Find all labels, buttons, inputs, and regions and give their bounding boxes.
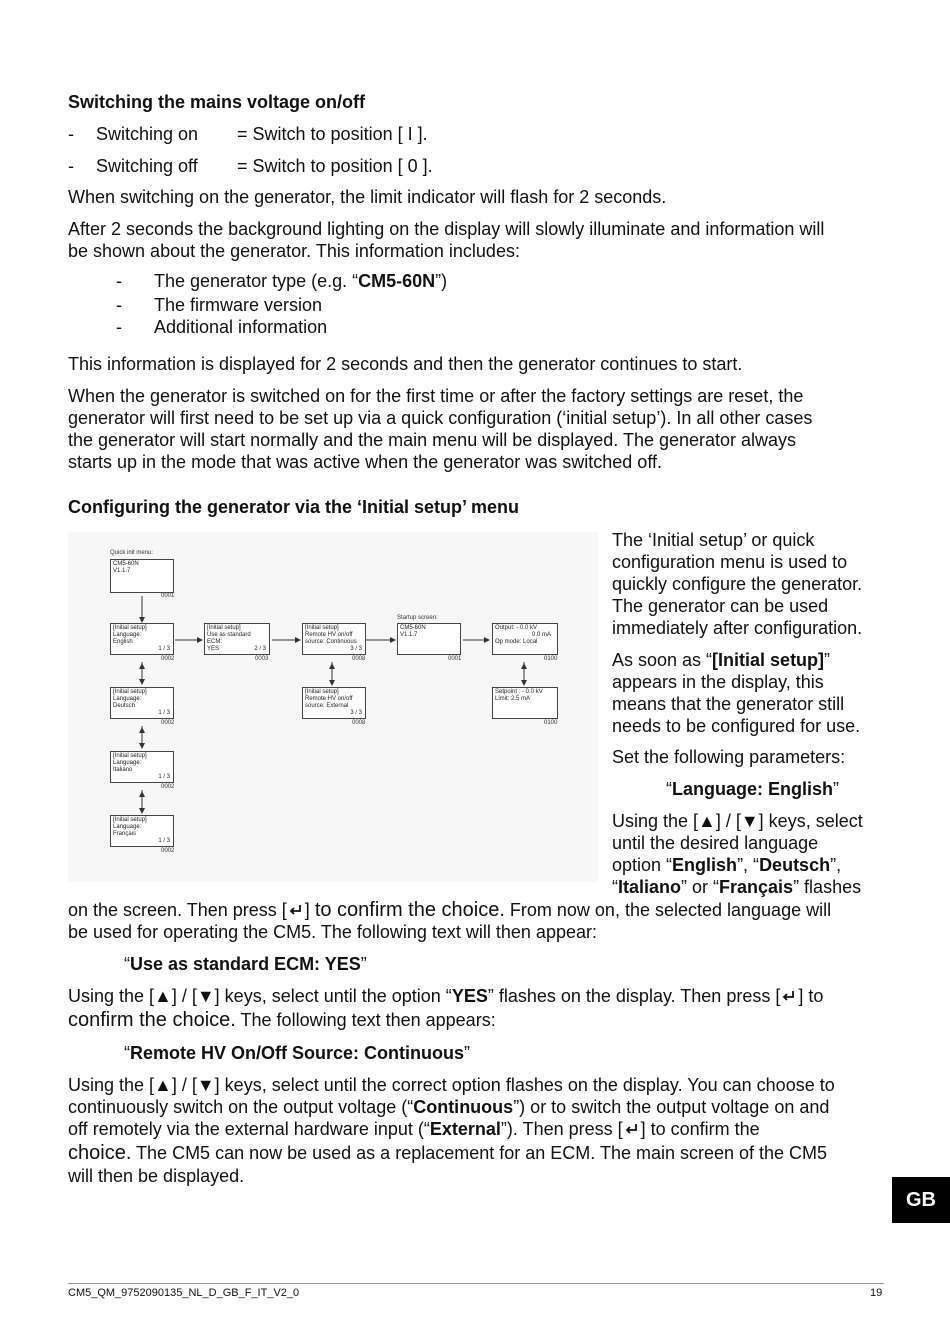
language-tab: GB — [892, 1177, 950, 1223]
paragraph-line: needs to be configured for use. — [612, 716, 861, 736]
paragraph-line: “Italiano” or “Français” flashes — [612, 877, 862, 897]
paragraph-line: Using the [▲] / [▼] keys, select — [612, 811, 863, 831]
parameter-language: “Language: English” — [666, 779, 840, 799]
bullet-generator-type: The generator type (e.g. “CM5-60N”) — [154, 271, 448, 291]
list-dash: - — [68, 156, 74, 176]
menu-flow-diagram — [68, 532, 598, 882]
screen-code: 0100 — [544, 720, 558, 726]
screen-language-italiano: [Initial setup] Language: Italiano 1 / 3 — [110, 751, 174, 783]
paragraph-line: means that the generator still — [612, 694, 845, 714]
screen-code: 0002 — [161, 784, 175, 790]
screen-main-setpoint: Setpoint : - 0.0 kV Limit: 2.5 mA — [492, 687, 558, 719]
row-label: Switching on — [96, 124, 199, 144]
screen-code: 0100 — [544, 656, 558, 662]
paragraph-line: be used for operating the CM5. The following text will then appear: — [68, 922, 597, 942]
section-heading-initial-setup: Configuring the generator via the ‘Initial setup’ menu — [68, 497, 520, 517]
section-heading-mains: Switching the mains voltage on/off — [68, 92, 366, 112]
screen-code: 0001 — [161, 593, 175, 599]
paragraph-line: be shown about the generator. This information includes: — [68, 241, 520, 261]
list-item — [68, 155, 74, 177]
paragraph-line: Using the [▲] / [▼] keys, select until the correct option flashes on the display. You can choose to — [68, 1075, 835, 1095]
quick-init-label: Quick init menu: — [110, 550, 154, 556]
paragraph-line: option “English”, “Deutsch”, — [612, 855, 842, 875]
screen-quick-init: CM5-60N V1.1.7 — [110, 559, 174, 593]
bullet-additional: Additional information — [154, 317, 328, 337]
screen-code: 0008 — [352, 656, 366, 662]
paragraph-line: generator will first need to be set up via a quick configuration (‘initial setup’). In all other cases — [68, 408, 813, 428]
bullet-firmware: The firmware version — [154, 295, 323, 315]
screen-startup: CM5-60N V1.1.7 — [397, 623, 461, 655]
paragraph-line: choice. The CM5 can now be used as a replacement for an ECM. The main screen of the CM5 — [68, 1142, 828, 1164]
paragraph-line: Using the [▲] / [▼] keys, select until the option “YES” flashes on the display. Then press [ ] to — [68, 986, 824, 1006]
parameter-ecm: “Use as standard ECM: YES” — [124, 954, 367, 974]
footer-document-id: CM5_QM_9752090135_NL_D_GB_F_IT_V2_0 — [68, 1287, 300, 1299]
screen-code: 0008 — [352, 720, 366, 726]
screen-code: 0002 — [161, 656, 175, 662]
row-value: = Switch to position [ I ]. — [237, 124, 428, 144]
screen-code: 0003 — [255, 656, 269, 662]
screen-language-francais: [Initial setup] Language: Français 1 / 3 — [110, 815, 174, 847]
enter-key-icon — [289, 903, 303, 917]
enter-key-icon — [625, 1122, 639, 1136]
list-dash: - — [68, 124, 74, 144]
paragraph-line: configuration menu is used to — [612, 552, 848, 572]
paragraph-line: immediately after configuration. — [612, 618, 863, 638]
paragraph-line: Set the following parameters: — [612, 747, 846, 767]
paragraph-line: quickly configure the generator. — [612, 574, 863, 594]
screen-code: 0002 — [161, 848, 175, 854]
paragraph-line: will then be displayed. — [68, 1166, 245, 1186]
paragraph-line: confirm the choice. The following text then appears: — [68, 1009, 496, 1031]
paragraph-line: When the generator is switched on for the first time or after the factory settings are reset, the — [68, 386, 804, 406]
startup-screen-label: Startup screen: — [397, 615, 438, 621]
paragraph-line: starts up in the mode that was active when the generator was switched off. — [68, 452, 662, 472]
screen-main-output: Output: - 0.0 kV 0.0 mA Op mode: Local — [492, 623, 558, 655]
paragraph-line: the generator will start normally and the main menu will be displayed. The generator always — [68, 430, 797, 450]
bullet-dash: - — [116, 317, 122, 337]
bullet-dash: - — [116, 271, 122, 291]
paragraph-line: continuously switch on the output voltage (“Continuous”) or to switch the output voltage on and — [68, 1097, 830, 1117]
paragraph: When switching on the generator, the limit indicator will flash for 2 seconds. — [68, 187, 667, 207]
footer-divider — [68, 1283, 884, 1284]
paragraph-line: As soon as “[Initial setup]” — [612, 650, 831, 670]
paragraph-line: on the screen. Then press [ ] to confirm the choice. From now on, the selected language will — [68, 899, 832, 921]
page-number: 19 — [870, 1287, 883, 1299]
list-item — [68, 123, 74, 145]
row-label: Switching off — [96, 156, 198, 176]
paragraph: This information is displayed for 2 seconds and then the generator continues to start. — [68, 354, 743, 374]
row-value: = Switch to position [ 0 ]. — [237, 156, 433, 176]
paragraph-line: until the desired language — [612, 833, 819, 853]
screen-remote-hv-external: [Initial setup] Remote HV on/off source: External 3 / 3 — [302, 687, 366, 719]
paragraph-line: appears in the display, this — [612, 672, 824, 692]
screen-code: 0001 — [448, 656, 462, 662]
paragraph-line: After 2 seconds the background lighting on the display will slowly illuminate and information will — [68, 219, 825, 239]
screen-use-standard-ecm: [Initial setup] Use as standard ECM: YES 2 / 3 — [204, 623, 270, 655]
screen-code: 0002 — [161, 720, 175, 726]
enter-key-icon — [782, 989, 796, 1003]
bullet-dash: - — [116, 295, 122, 315]
paragraph-line: The ‘Initial setup’ or quick — [612, 530, 815, 550]
screen-remote-hv-continuous: [Initial setup] Remote HV on/off source: Continuous 3 / 3 — [302, 623, 366, 655]
parameter-remote-hv: “Remote HV On/Off Source: Continuous” — [124, 1043, 471, 1063]
paragraph-line: off remotely via the external hardware input (“External”). Then press [ ] to confirm the — [68, 1119, 760, 1139]
paragraph-line: The generator can be used — [612, 596, 829, 616]
screen-language-english: [Initial setup] Language: English 1 / 3 — [110, 623, 174, 655]
screen-language-deutsch: [Initial setup] Language: Deutsch 1 / 3 — [110, 687, 174, 719]
